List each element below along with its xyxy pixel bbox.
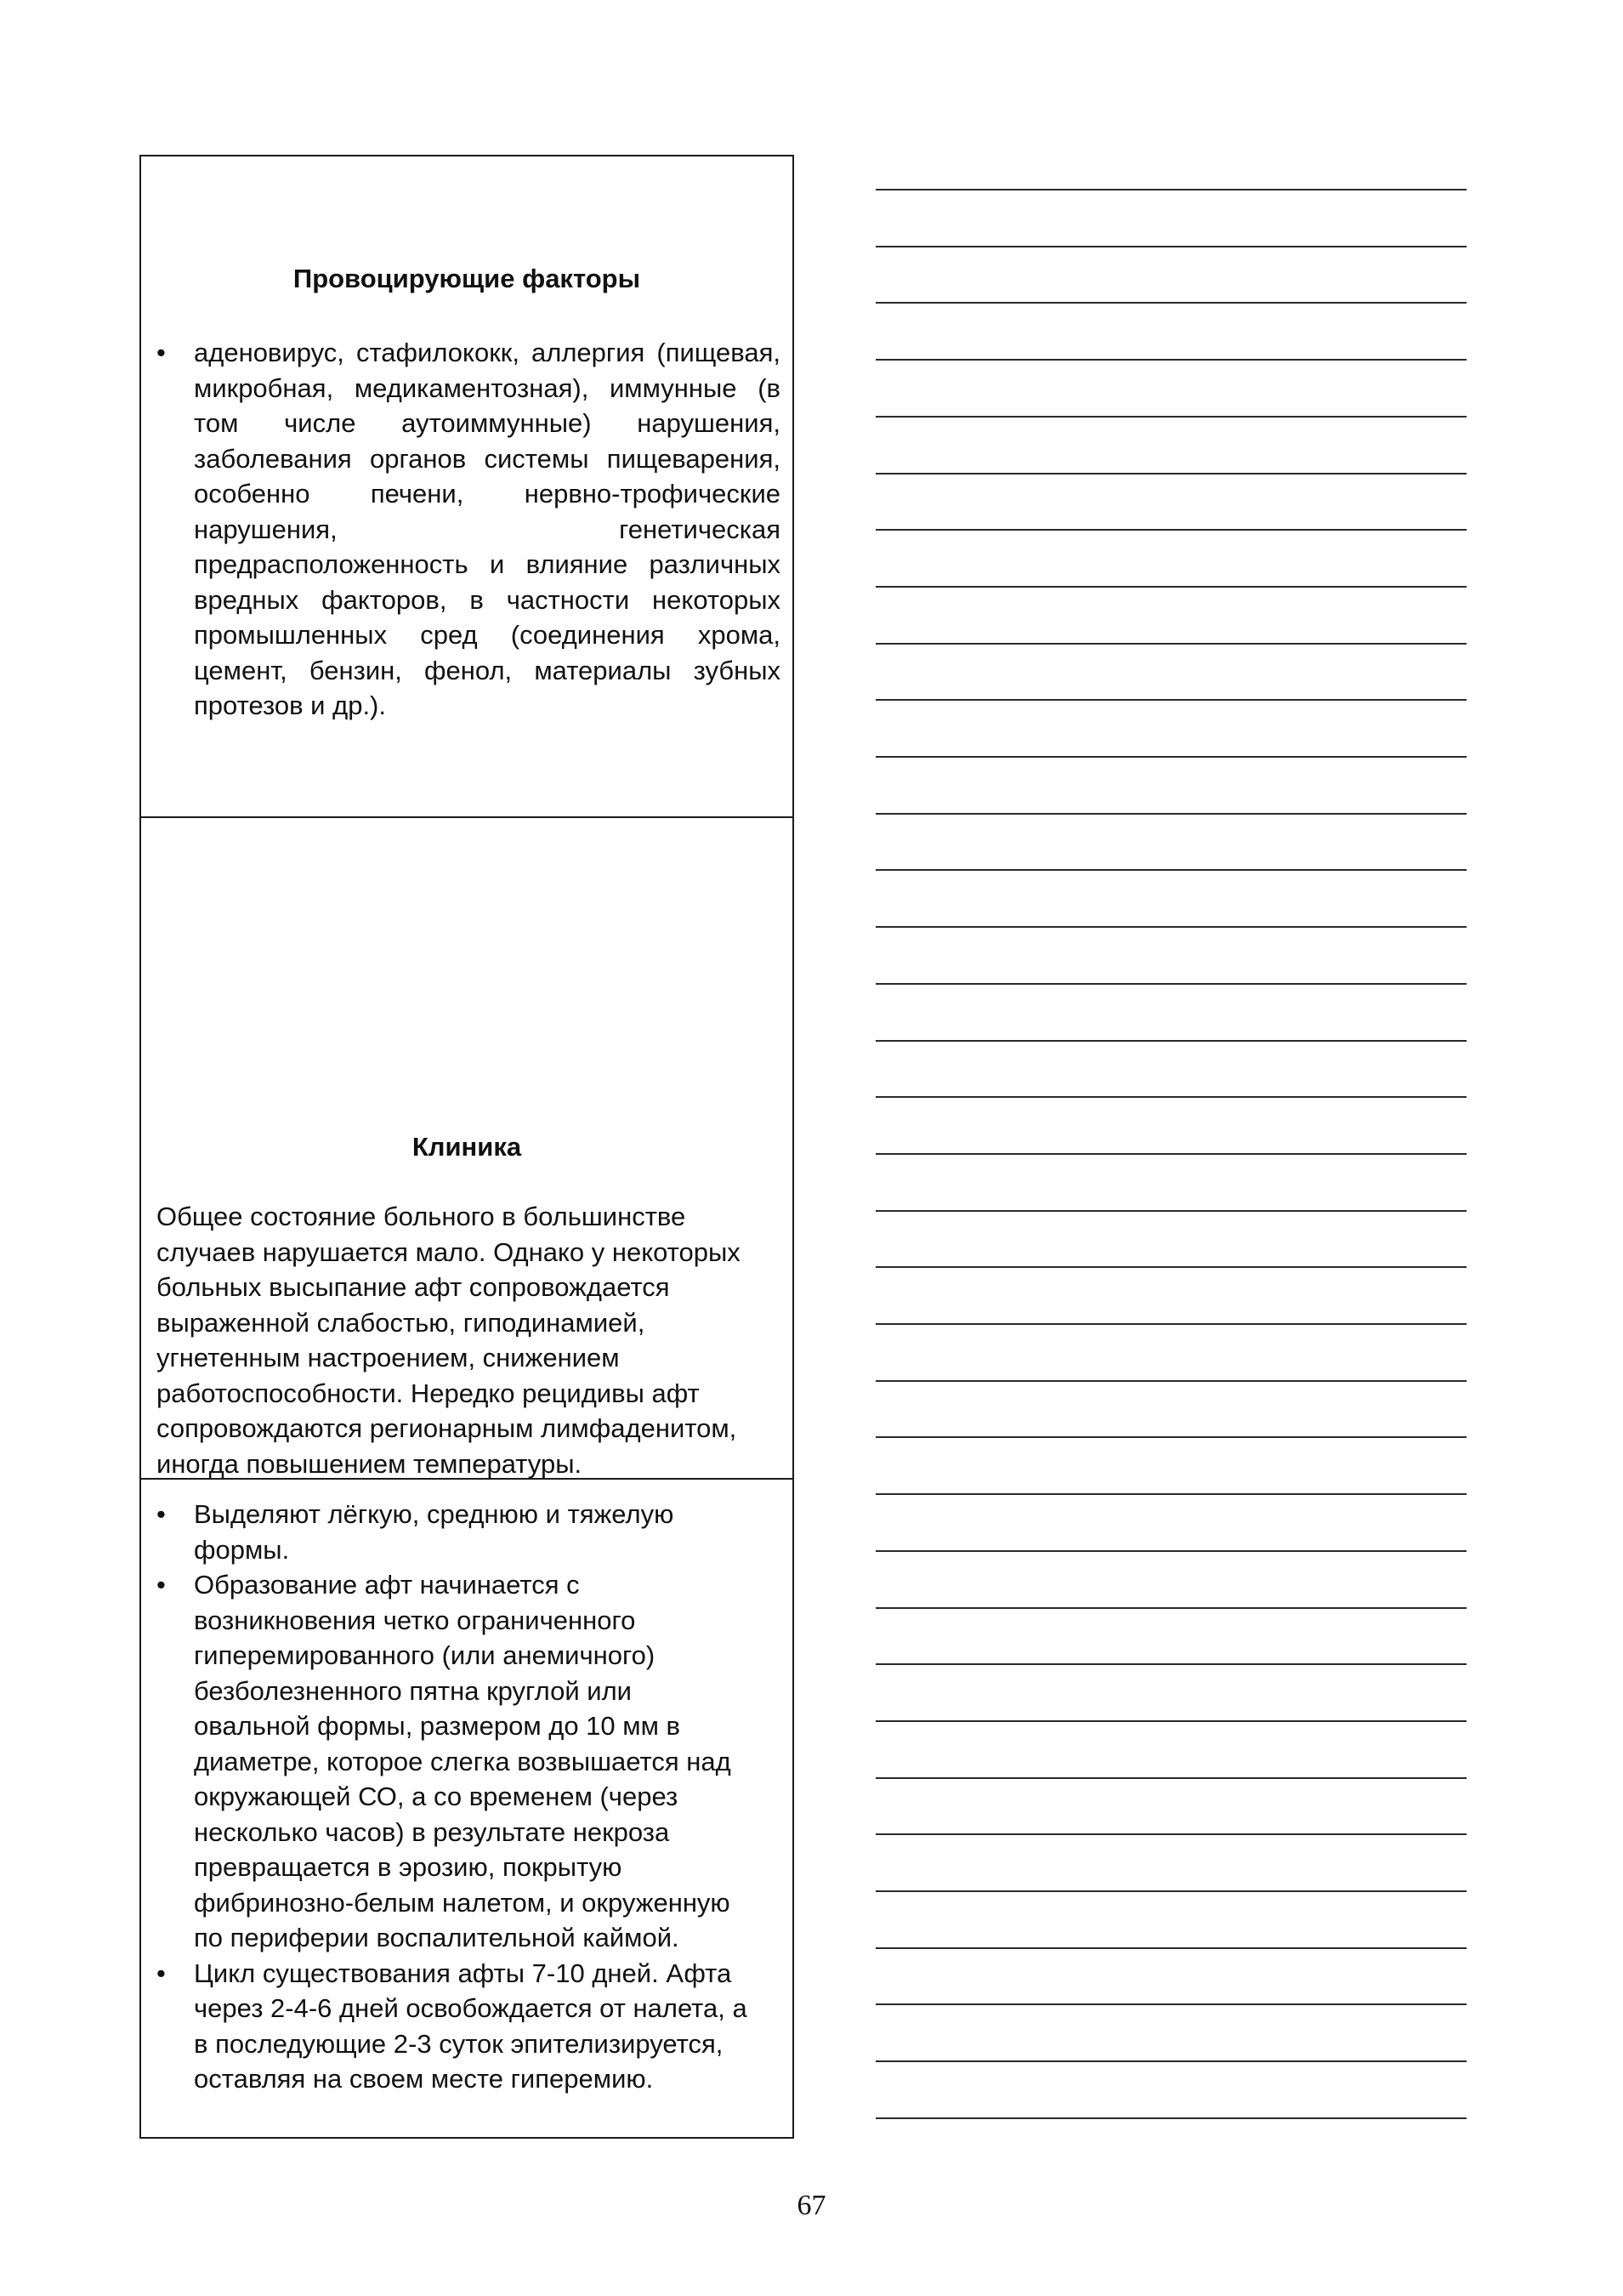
note-line	[876, 1380, 1467, 1382]
provoking-factors-cell	[141, 156, 792, 818]
list-item-text: Выделяют лёгкую, среднюю и тяжелую формы.	[194, 1499, 674, 1565]
details-list	[141, 1497, 780, 2097]
note-line	[876, 2117, 1467, 2119]
note-line	[876, 1890, 1467, 1892]
note-line	[876, 1550, 1467, 1552]
note-line	[876, 246, 1467, 247]
bullet-icon: •	[156, 1570, 166, 1600]
note-line	[876, 813, 1467, 815]
clinic-paragraph: Общее состояние больного в большинстве случаев нарушается мало. Однако у некоторых больных высыпание афт сопровождается выраженной слабостью, гиподинамией, угнетенным настроением, снижением работоспособности. Нередко рецидивы афт сопровождаются регионарным лимфаденитом, иногда повышением температуры.	[156, 1202, 741, 1479]
note-line	[876, 2003, 1467, 2005]
note-line	[876, 1777, 1467, 1779]
note-line	[876, 1153, 1467, 1155]
page-number: 67	[797, 2190, 826, 2221]
note-line	[876, 1663, 1467, 1665]
note-line	[876, 983, 1467, 985]
details-cell	[141, 1480, 792, 2137]
note-line	[876, 1947, 1467, 1949]
note-line	[876, 529, 1467, 531]
list-item-text: Цикл существования афты 7-10 дней. Афта через 2-4-6 дней освобождается от налета, а в последующие 2-3 суток эпителизируется, оставляя на своем месте гиперемию.	[194, 1958, 747, 2094]
note-line	[876, 1607, 1467, 1609]
note-line	[876, 643, 1467, 645]
clinic-heading: Клиника	[411, 1132, 522, 1162]
note-line	[876, 1266, 1467, 1268]
note-line	[876, 926, 1467, 928]
provoking-factors-list	[141, 335, 780, 724]
note-line	[876, 1720, 1467, 1722]
note-line	[876, 359, 1467, 361]
note-line	[876, 1040, 1467, 1042]
note-line	[876, 756, 1467, 758]
bullet-icon: •	[156, 338, 166, 367]
list-item-text: аденовирус, стафилококк, аллергия (пищевая, микробная, медикаментозная), иммунные (в том числе аутоиммунные) нарушения, заболевания органов системы пищеварения, особенно печени, нервно-трофические нарушения, генетическая предрасположенность и влияние различных вредных факторов, в частности некоторых промышленных сред (соединения хрома, цемент, бензин, фенол, материалы зубных протезов и др.).	[194, 338, 780, 720]
content-table	[139, 155, 794, 2139]
note-line	[876, 1096, 1467, 1098]
clinic-cell	[141, 818, 792, 1480]
list-item	[141, 1956, 780, 2097]
note-line	[876, 302, 1467, 304]
list-item-text: Образование афт начинается с возникновения четко ограниченного гиперемированного (или анемичного) безболезненного пятна круглой или овальной формы, размером до 10 мм в диаметре, которое слегка возвышается над окружающей СО, а со временем (через несколько часов) в результате некроза превращается в эрозию, покрытую фибринозно-белым налетом, и окруженную по периферии воспалительной каймой.	[194, 1570, 731, 1952]
note-line	[876, 473, 1467, 475]
note-line	[876, 189, 1467, 190]
note-line	[876, 1210, 1467, 1212]
list-item	[141, 1497, 780, 1567]
note-line	[876, 416, 1467, 418]
list-item	[141, 335, 780, 724]
note-line	[876, 869, 1467, 871]
note-line	[876, 1493, 1467, 1495]
note-line	[876, 1323, 1467, 1325]
provoking-factors-heading: Провоцирующие факторы	[292, 264, 641, 293]
note-line	[876, 2060, 1467, 2062]
bullet-icon: •	[156, 1499, 166, 1529]
bullet-icon: •	[156, 1958, 166, 1988]
note-line	[876, 586, 1467, 588]
list-item	[141, 1567, 780, 1956]
note-line	[876, 1833, 1467, 1835]
note-line	[876, 1436, 1467, 1438]
note-line	[876, 699, 1467, 701]
